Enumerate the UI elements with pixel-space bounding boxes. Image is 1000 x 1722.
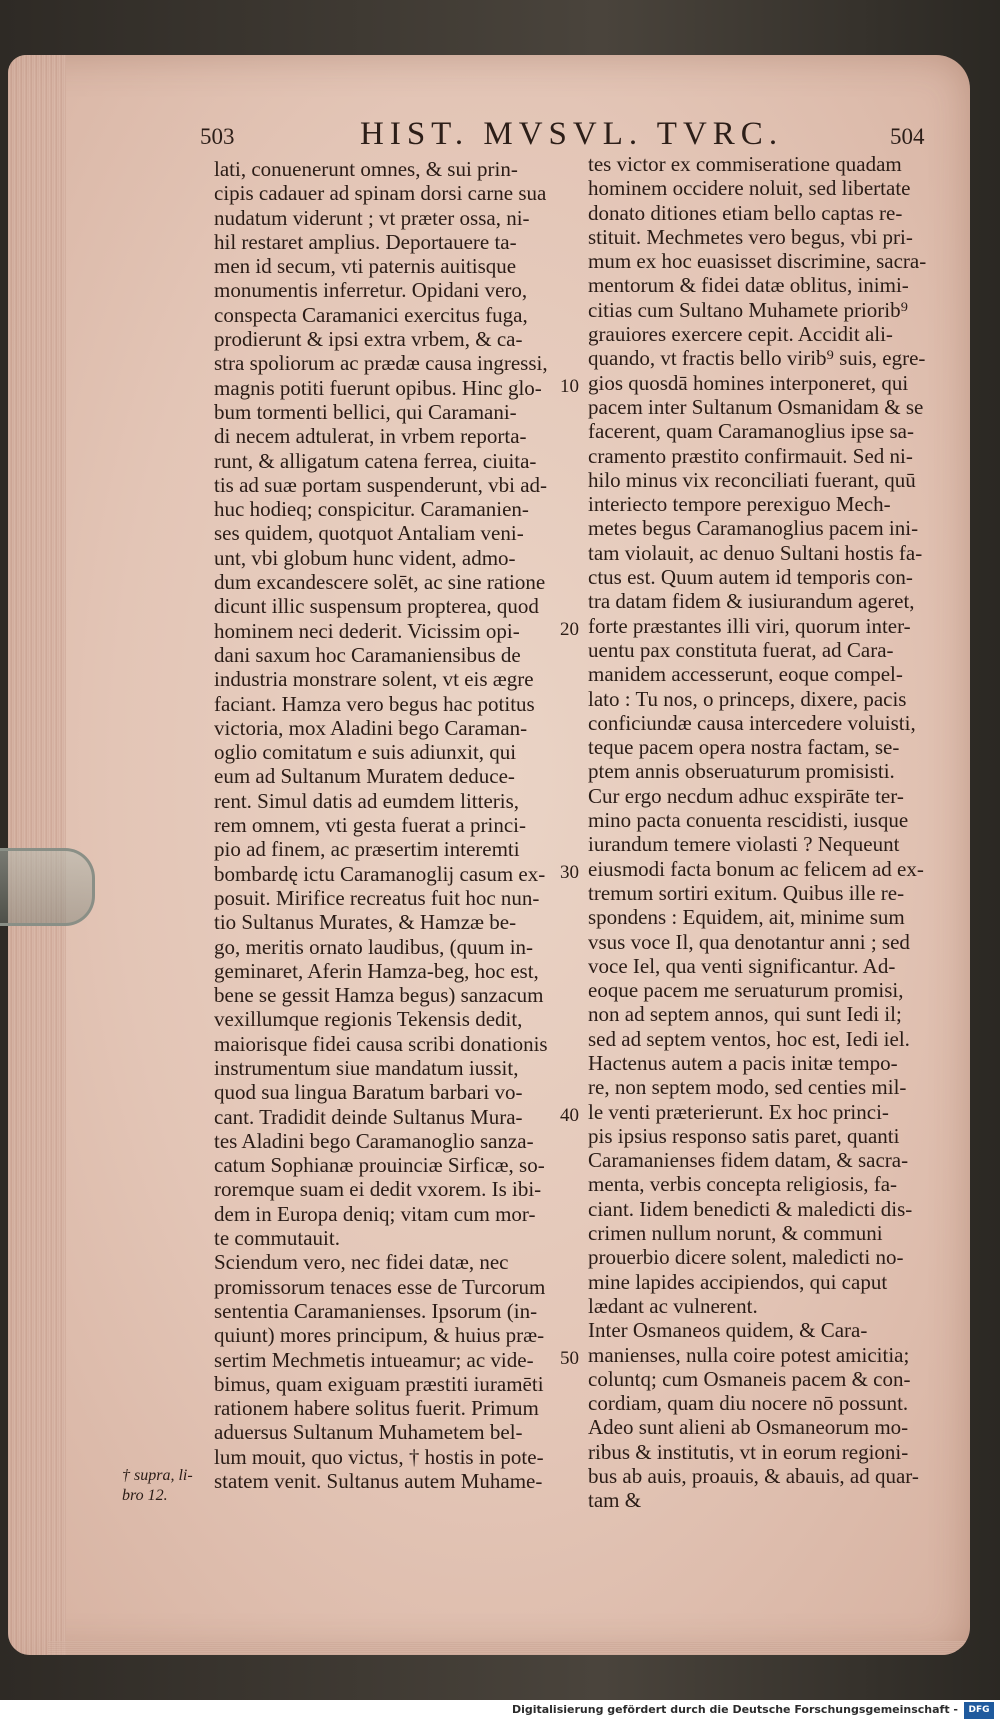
folio-right: 504 [890, 124, 925, 149]
text-line: conspecta Caramanici exercitus fuga, [214, 302, 528, 327]
text-line: aduersus Sultanum Muhametem bel- [214, 1420, 523, 1445]
text-line: promissorum tenaces esse de Turcorum [214, 1274, 546, 1299]
text-line: rem omnem, vti gesta fuerat a princi- [214, 813, 526, 838]
footer-bar [0, 1700, 1000, 1722]
text-line: stituit. Mechmetes vero begus, vbi pri- [588, 224, 913, 249]
text-line: lato : Tu nos, o princeps, dixere, pacis [588, 686, 907, 711]
text-line: bombardę ictu Caramanoglij casum ex- [214, 861, 546, 886]
text-line: menta, verbis concepta religiosis, fa- [588, 1172, 898, 1197]
text-line: sed ad septem ventos, hoc est, Iedi iel. [588, 1026, 910, 1051]
text-line: ses quidem, quotquot Antaliam veni- [214, 521, 524, 546]
text-line: non ad septem annos, qui sunt Iedi il; [588, 1002, 902, 1027]
text-line: quiunt) mores principum, & huius præ- [214, 1323, 545, 1348]
text-line: Sciendum vero, nec fidei datæ, nec [214, 1250, 509, 1275]
text-line: metes begus Caramanoglius pacem ini- [588, 516, 919, 541]
text-line: dani saxum hoc Caramaniensibus de [214, 642, 521, 667]
text-line: bene se gessit Hamza begus) sanzacum [214, 983, 544, 1008]
text-line: gios quosdā homines interponeret, qui [588, 370, 909, 395]
text-line: unt, vbi globum hunc vident, admo- [214, 545, 516, 570]
text-line: lædant ac vulnerent. [588, 1293, 758, 1318]
text-line: re, non septem modo, sed centies mil- [588, 1075, 907, 1100]
text-line: catum Sophianæ prouinciæ Sirficæ, so- [214, 1153, 545, 1178]
text-line: vexillumque regionis Tekensis dedit, [214, 1007, 523, 1032]
text-line: posuit. Mirifice recreatus fuit hoc nun- [214, 885, 540, 910]
text-line: Adeo sunt alieni ab Osmaneorum mo- [588, 1415, 909, 1440]
text-line: cipis cadauer ad spinam dorsi carne sua [214, 181, 547, 206]
text-line: uentu pax constituta fuerat, ad Cara- [588, 637, 894, 662]
text-line: tam & [588, 1488, 642, 1513]
text-line: mino pacta conuenta rescidisti, iusque [588, 808, 909, 833]
text-line: prodierunt & ipsi extra vrbem, & ca- [214, 327, 523, 352]
text-line: monumentis inferretur. Opidani vero, [214, 278, 528, 303]
text-line: donato ditiones etiam bello captas re- [588, 200, 903, 225]
text-line: tremum sortiri exitum. Quibus ille re- [588, 880, 905, 905]
text-line: manidem accesserunt, eoque compel- [588, 662, 903, 687]
text-line: le venti præterierunt. Ex hoc princi- [588, 1099, 889, 1124]
text-line: hil restaret amplius. Deportauere ta- [214, 229, 517, 254]
text-line: citias cum Sultano Muhamete priorib⁹ [588, 297, 908, 322]
text-line: runt, & alligatum catena ferrea, ciuita- [214, 448, 537, 473]
text-line: faciant. Hamza vero begus hac potitus [214, 691, 535, 716]
text-line: manienses, nulla coire potest amicitia; [588, 1342, 910, 1367]
page-clip [0, 848, 95, 926]
text-line: Inter Osmaneos quidem, & Cara- [588, 1318, 868, 1343]
text-line: ribus & institutis, vt in eorum regioni- [588, 1439, 909, 1464]
text-line: mine lapides accipiendos, qui caput [588, 1269, 888, 1294]
text-line: eoque pacem me seruaturum promisi, [588, 978, 904, 1003]
text-line: cramento præstito confirmauit. Sed ni- [588, 443, 913, 468]
text-line: oglio comitatum e suis adiunxit, qui [214, 740, 517, 765]
page-header [0, 116, 1000, 156]
text-line: tes Aladini bego Caramanoglio sanza- [214, 1128, 534, 1153]
running-title: HIST. MVSVL. TVRC. [360, 116, 784, 152]
text-line: grauiores exercere cepit. Accidit ali- [588, 322, 893, 347]
text-line: pacem inter Sultanum Osmanidam & se [588, 394, 924, 419]
text-line: geminaret, Aferin Hamza-beg, hoc est, [214, 958, 539, 983]
text-line: tes victor ex commiseratione quadam [588, 152, 902, 176]
text-line: dem in Europa deniq; vitam cum mor- [214, 1201, 536, 1226]
text-line: ctus est. Quum autem id temporis con- [588, 565, 913, 590]
text-line: eum ad Sultanum Muratem deduce- [214, 764, 515, 789]
dfg-logo-icon: DFG [964, 1702, 994, 1719]
line-number: 10 [560, 375, 579, 397]
text-line: bus ab auis, proauis, & abauis, ad quar- [588, 1464, 919, 1489]
text-line: quod sua lingua Baratum barbari vo- [214, 1080, 523, 1105]
text-line: mentorum & fidei datæ oblitus, inimi- [588, 273, 909, 298]
text-line: victoria, mox Aladini bego Caraman- [214, 715, 528, 740]
text-line: eiusmodi facta bonum ac felicem ad ex- [588, 856, 924, 881]
footer-text: Digitalisierung gefördert durch die Deutsche Forschungsgemeinschaft - [511, 1703, 958, 1716]
text-line: magnis potiti fuerunt opibus. Hinc glo- [214, 375, 542, 400]
text-line: mum ex hoc euasisset discrimine, sacra- [588, 249, 927, 274]
text-line: hominem occidere noluit, sed libertate [588, 176, 911, 201]
text-line: spondens : Equidem, ait, minime sum [588, 905, 905, 930]
text-line: ptem annis obseruaturum promisisti. [588, 759, 895, 784]
text-line: rent. Simul datis ad eumdem litteris, [214, 788, 520, 813]
text-line: tra datam fidem & iusiurandum ageret, [588, 589, 915, 614]
text-line: facerent, quam Caramanoglius ipse sa- [588, 419, 914, 444]
folio-left: 503 [200, 124, 235, 149]
text-line: quando, vt fractis bello virib⁹ suis, egre- [588, 346, 926, 371]
text-line: men id secum, vti paternis auitisque [214, 254, 517, 279]
text-line: bimus, quam exiguam præstiti iuramēti [214, 1371, 544, 1396]
line-number: 30 [560, 861, 579, 883]
text-line: nudatum viderunt ; vt præter ossa, ni- [214, 205, 530, 230]
text-line: crimen nullum norunt, & communi [588, 1221, 883, 1246]
text-line: maiorisque fidei causa scribi donationis [214, 1031, 548, 1056]
text-line: interiecto tempore perexiguo Mech- [588, 492, 891, 517]
text-line: prouerbio dicere solent, maledicti no- [588, 1245, 904, 1270]
text-line: vsus voce Il, qua denotantur anni ; sed [588, 929, 910, 954]
text-line: bum tormenti bellici, qui Caramani- [214, 399, 517, 424]
line-number: 20 [560, 618, 579, 640]
text-line: te commutauit. [214, 1226, 340, 1251]
text-line: dicunt illic suspensum propterea, quod [214, 594, 539, 619]
text-line: ciant. Iidem benedicti & maledicti dis- [588, 1196, 913, 1221]
text-line: hominem neci dederit. Vicissim opi- [214, 618, 520, 643]
text-line: industria monstrare solent, vt eis ægre [214, 667, 534, 692]
text-line: pio ad finem, ac præsertim interemti [214, 837, 520, 862]
text-line: instrumentum siue mandatum iussit, [214, 1055, 519, 1080]
text-line: conficiundæ causa intercedere voluisti, [588, 710, 916, 735]
text-line: coluntq; cum Osmaneis pacem & con- [588, 1366, 911, 1391]
marginal-note: † supra, li-bro 12. [122, 1467, 193, 1504]
text-line: lum mouit, quo victus, † hostis in pote- [214, 1444, 544, 1469]
text-line: rationem habere solitus fuerit. Primum [214, 1396, 539, 1421]
text-line: stra spoliorum ac prædæ causa ingressi, [214, 351, 548, 376]
text-line: Hactenus autem a pacis initæ tempo- [588, 1050, 898, 1075]
line-number: 40 [560, 1104, 579, 1126]
page-bottom-edge [48, 1641, 970, 1655]
text-line: hilo minus vix reconciliati fuerant, quū [588, 467, 916, 492]
text-line: statem venit. Sultanus autem Muhame- [214, 1469, 543, 1494]
text-line: sententia Caramanienses. Ipsorum (in- [214, 1298, 538, 1323]
right-text-column [588, 152, 940, 1513]
text-line: roremque suam ei dedit vxorem. Is ibi- [214, 1177, 542, 1202]
text-line: go, meritis ornato laudibus, (quum in- [214, 934, 534, 959]
text-line: Cur ergo necdum adhuc exspirāte ter- [588, 783, 904, 808]
text-line: tio Sultanus Murates, & Hamzæ be- [214, 910, 517, 935]
text-line: di necem adtulerat, in vrbem reporta- [214, 424, 527, 449]
text-line: forte præstantes illi viri, quorum inter- [588, 613, 911, 638]
line-number: 50 [560, 1347, 579, 1369]
text-line: huc hodieq; conspicitur. Caramanien- [214, 497, 529, 522]
text-line: lati, conuenerunt omnes, & sui prin- [214, 157, 518, 181]
text-line: dum excandescere solēt, ac sine ratione [214, 570, 546, 595]
text-line: teque pacem opera nostra factam, se- [588, 735, 900, 760]
text-line: sertim Mechmetis intueamur; ac vide- [214, 1347, 534, 1372]
text-line: cant. Tradidit deinde Sultanus Mura- [214, 1104, 523, 1129]
left-text-column [214, 157, 572, 1493]
text-line: voce Iel, qua venti significantur. Ad- [588, 953, 896, 978]
text-line: cordiam, quam diu nocere nō possunt. [588, 1391, 909, 1416]
text-line: tis ad suæ portam suspenderunt, vbi ad- [214, 472, 548, 497]
text-line: iurandum temere violasti ? Nequeunt [588, 832, 900, 857]
text-line: Caramanienses fidem datam, & sacra- [588, 1148, 909, 1173]
text-line: tam violauit, ac denuo Sultani hostis fa- [588, 540, 923, 565]
text-line: pis ipsius responso satis paret, quanti [588, 1123, 900, 1148]
